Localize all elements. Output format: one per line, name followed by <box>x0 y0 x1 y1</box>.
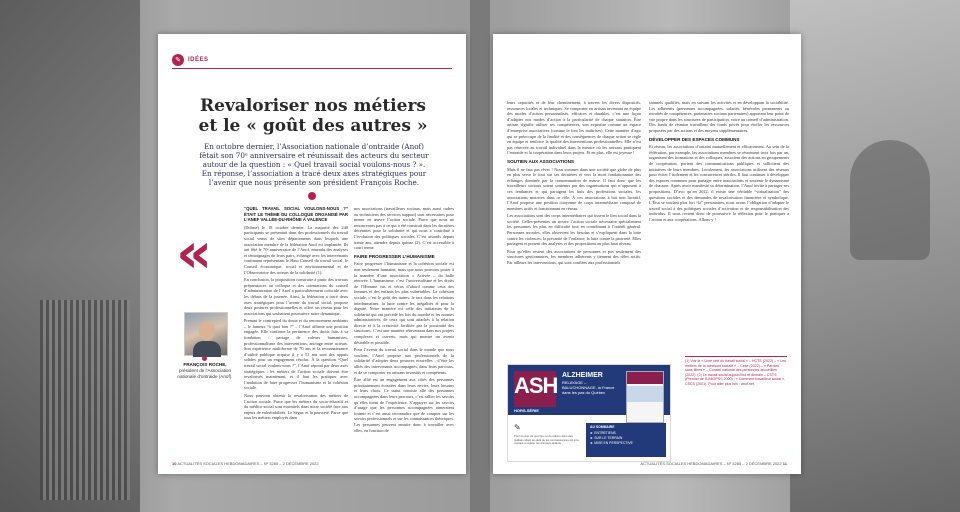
background-curtain <box>40 300 130 500</box>
ad-subtitle: RELAYAGE – BALUCHONNAGE, la France dans les pas du Québec <box>562 380 615 395</box>
paragraph: Pour qu’elles restent des associations de personnes et pas seulement des structures gestionnaires, les membres adhérents y tiennent des rôles actifs. Par ailleurs les interventions, qui sont confiées aux professionnels <box>507 248 641 266</box>
article-column-1 <box>244 206 348 454</box>
caption-dot <box>202 356 207 361</box>
caption-name: FRANÇOIS ROCHE, <box>183 362 227 367</box>
sommaire-item: ► SUR LE TERRAIN <box>590 436 623 440</box>
sommaire-item: ► MISE EN PERSPECTIVE <box>590 441 633 445</box>
footnotes-text: (1) Voir le « Livre vert du travail social » – HCTS (2022) – « Les métiers de la cohésion sociale » – Cese (2022) – « Paroles sans filtres » – Conseil national des personnes accueillies (2022). (2) Le travail social aujourd’hui et demain – CSTS (Premier de l’UNIOPSS 2000) ; « Comment travailleur social », CSCS (2001). Pour aller plus loin : anof.net. <box>685 359 786 386</box>
separator-dot <box>308 192 316 200</box>
background-person <box>850 140 930 260</box>
section-label: IDÉES <box>188 57 209 63</box>
footer-text: ACTUALITÉS SOCIALES HEBDOMADAIRES – Nº 3285 – 2 DÉCEMBRE 2022 <box>640 461 782 466</box>
footer-text: ACTUALITÉS SOCIALES HEBDOMADAIRES – Nº 3285 – 2 DÉCEMBRE 2022 <box>177 461 319 466</box>
paragraph: leurs capacités et de leur cheminement, à travers les divers dispositifs, ressources locales et techniques. Se comporter en artisan inventant en équipe des modes d’action personnalisés, efficaces et durables, c’est une façon d’adapter nos modes d’action à la particularité de chaque situation. Être artisan signifie utiliser ses compétences, son expertise comme un espace d’entreprise associatives (comme le font les maîtrises). Cette manière d’agir qui se préoccupe de la finalité et des conséquences de chaque action se règle en équipe et renforce la qualité des interventions professionnelles. Elle n’est pas réservée au travail individuel dans la mesure où les artisans pratiquent l’entraide et la coopération dans leurs projets. Et en plus, elle est joyeuse ! <box>507 100 641 156</box>
article-chapo: En octobre dernier, l’Association nationale d’ontraide (Anof) fêtait son 70ᵉ anniversaire et réunissait des acteurs du secteur autour de la question : « Quel travail social voulons-nous ? ». En réponse, l’association a tracé deux axes stratégiques pour l’avenir que nous présente son président François Roche. <box>199 142 429 187</box>
paragraph: En conclusion, la proposition construite à partir des travaux préparatoires au colloque et des orientations du conseil d’administration de l’Anof a particulièrement coïncidé avec les débats de la journée. Ainsi, la fédération a tracé deux axes stratégiques pour l’avenir du travail social, propose deux postures professionnelles et offert un réseau pour les associations qui souhaitent poursuivre notre dynamique. <box>244 277 348 316</box>
ad-sommaire <box>586 423 666 457</box>
ad-cover-image <box>626 371 664 423</box>
caption-role: président de l’Association nationale d’ontraide (Anof). <box>177 368 233 379</box>
paragraph: Être allié est un engagement aux côtés des personnes prioritairement écoutées dans leurs envies, leurs besoins et leurs choix. Ce statut consiste allé des personnes accompagnées dans leurs parcours, c’est rallier les savoirs qu’elles tirent de l’expérience. S’appuyer sur les savoirs d’usage que les personnes accompagnées aimeraient fournir et c’est aussi reconnaître que de compter sur les savoirs professionnels et sur les connaissances théoriques. Les personnes peuvent ensuite donc à travailler avec elles, en fonction de <box>354 377 454 433</box>
magazine-page-right <box>493 34 801 474</box>
magazine-page-left <box>158 34 466 474</box>
footnotes <box>685 356 787 387</box>
pen-icon: ✎ <box>514 423 521 432</box>
paragraph: Mais il ne faut pas rêver ! Nous sommes dans une société que globe de plus en plus serve le tout sur ses dernières et vers la mort fondationnaire des échanges dominée par la consommation de masse. Il faut donc que les travailleurs sociaux soient soutenus par des organisations qui n’opposent à ces tendances et qui partagent les buts des professions sociales, les associations motrices dans ce rôle. À ces associations à but non lucratif, l’Anof propose une position citoyenne de corps intermédiaire composé de membres actifs et fonctionnant en réseau. <box>507 166 641 211</box>
author-portrait <box>184 312 228 356</box>
paragraph: sionnels qualifiés, mais en suivant les activités et en développant la sociabilité. Les adhérents (personnes accompagnées, salariés, bénévoles permanents ou retraités de compétences, partenaires sociaux partenaires) apportent leur point de vue propre dans les structures de participation, votre au conseil d’administration. Des fonds de réunion travaillent des fonds privés pour étoffer les ressources proposées par des actions et des moyens supplémentaires. <box>649 100 789 133</box>
sommaire-heading: AU SOMMAIRE <box>590 425 615 429</box>
section-rule <box>172 68 452 69</box>
article-title: Revaloriser nos métiers et le « goût des autres » <box>198 96 428 136</box>
ash-advertisement <box>507 364 671 462</box>
portrait-head <box>199 321 215 341</box>
article-column-3 <box>507 100 641 358</box>
paragraph: Pour l’avenir du travail social dans le monde que nous voulons, l’Anof propose aux professionnels de la solidarité d’adopter deux postures nouvelles : d’être les alliés des intervenants accompagnés, dans leurs parcours, et de se comporter en artisans inventifs et compétents. <box>354 347 454 375</box>
paragraph: Nous pouvons obtenir la revalorisation des métiers de l’action sociale. Parce que les métiers du socio-éducatif et du médico-social sont essentiels dans notre société face aux enjeux de vulnérabilités. Le Ségur, et la pauvreté. Parce que tous les métiers employés dans <box>244 393 348 421</box>
paragraph: Prenant le contrepied du doute et du renoncement ambiants – le fameux “à quoi bon ?” – l’Anof affirme une position engagée. Elle confirme la pertinence des droits faits à sa fondation : partage de valeurs humanistes, professionnalisme des interventions, ancrage entre acteurs. Son expérience multiforme de 70 ans et la reconnaissance d’utilité publique acquise il y a 51 ans sont des appuis solides pour un engagement résolus. À la question “Quel travail social voulons-nous ?”, l’Anof répond par deux axes stratégiques : les métiers de l’action sociale doivent être revalorisés maintenant, et il faut les pratiquer avec l’ambition de faire progresser l’humanisme et la cohésion sociale. <box>244 318 348 391</box>
paragraph: Faire progresser l’humanisme et la cohésion sociale est non seulement humaine, mais que nous pouvons porter à la manière d’une association « Activée – du halle rénovée. L’humanisme, c’est l’universalisme et les droits de l’Homme vus et vécus d’abord comme ceux des femmes et des enfants les plus vulnérables. La cohésion sociale, c’est le goût des autres, le tact dans les relations interhumaines, la lutte contre les inégalités et pour la dignité. Notre manière est celle des initiateurs de la solidarité qui ont précédé les lois du marché et les normes administratives, de ceux qui sont attachés à la relation directe et à la créativité facilitée par la proximité des structures. C’est une manière réinventant dans nos projets complexes et ouverts, mais qui montre un avenir désirable et possible. <box>354 261 454 345</box>
cover-band <box>627 372 663 384</box>
portrait-body <box>193 341 221 357</box>
page-footer-right <box>640 461 787 466</box>
page-footer-left <box>172 461 319 466</box>
subheading: SOUTIEN AUX ASSOCIATIONS <box>507 158 574 164</box>
ad-small-text: Pour trouver de quoi lire ou de ralliers dans des réalisés allant au-delà de les connaissances est à la marque à réguler les animaux-aidants. <box>514 434 579 446</box>
ad-title: ALZHEIMER <box>562 372 603 379</box>
cover-photo <box>627 386 663 402</box>
page-number: 10 <box>172 461 177 466</box>
pencil-icon: ✎ <box>172 54 184 66</box>
article-column-2 <box>354 206 454 454</box>
subheading: DÉVELOPPER DES ESPACES COMMUNS <box>649 136 740 142</box>
portrait-caption <box>172 362 238 380</box>
background-gutter <box>470 0 490 512</box>
paragraph: (Drôme) le 18 octobre dernier. La majorité des 240 participants se présentait dans des professionnels du travail social venus de sites départements dans lesquels une association membre de la fédération Anof est implantée. Ils ont fêté le 70ᵉ anniversaire de l’Anof, entendu des analyses et témoignages de leurs pairs, échangé avec les intervenants continuant représentant le Haut Conseil du travail social, le Conseil économique, social et environnemental et de l’Observatoire des acteurs de la solidarité (1). <box>244 224 348 275</box>
section-header <box>172 54 209 66</box>
article-column-4 <box>649 100 789 352</box>
ash-logo: ASH <box>514 371 556 407</box>
column-lead: “QUEL TRAVAIL SOCIAL VOULONS-NOUS ?” ÉTAIT LE THÈME DU COLLOQUE ORGANISÉ PAR L’ANEF VALLÉE-DU-RHÔNE À VALENCE <box>244 206 348 223</box>
page-number: 11 <box>782 461 787 466</box>
sommaire-item: ► ENTRETIENS <box>590 431 616 435</box>
paragraph: Et réseau, les associations d’ontaint mutuellement et efficacement. Au sein de la fédération, par exemple, les associations membres se réunissent trois fois par an, organisent des formations et des colloques, associent des actions en groupements de coopération, portent des communications publiques et sollicitent des initiatives de leurs membres. Localement, les associations utilisent des réseaux pour éviter l’isolement et les concurrences stériles. Il faut continuer à développer des espaces communs pour partager entre associations et soutenir le dynamisme de chacune. Après avoir manifesté sa détermination, l’Anof invite à partager ses propositions. D’avo qu’en 2022, il existe une véritable “virtualisation” des questions sociales et des demandes de revalorisation financière et symbolique. L’Étui se voulant plus fort “la” prestataires, nous avons l’obligation d’adapter le travail social à des politiques sociales d’activation et de responsabilisation des individus. Il nous revient donc de poursuivre la réflexion pour le pratiquer à l’action et aux coopérations. Allons-y ! <box>649 144 789 222</box>
paragraph: Les associations sont des corps intermédiaires qui tissent le lien social dans la société. Celles-présentes un trouve l’action sociale nécessaire spécialement les personnes les plus en difficulté tout en contribuant à l’intérêt général. Personnes morales, elles observent les besoins et s’expliquent dans la lutte contre les violences, la précarité de l’enfance, la lutte contre la pauvreté. Elles partagent et portent des analyses et des propositions au plus haut niveau. <box>507 213 641 247</box>
ad-hors-serie: HORS-SÉRIE <box>514 408 539 413</box>
quote-mark: « <box>176 221 213 286</box>
subheading: FAIRE PROGRESSER L’HUMANISME <box>354 253 435 259</box>
paragraph: nos associations (travailleurs sociaux, mais aussi cadres ou techniciens des services support) sont nécessaires pour mener en œuvre l’action sociale. Parce que nous ne renoncerons pas à ce qui a été construit dans les dernières décennies pour la solidarité et qui nous a contribué à l’évolution des politiques sociales. C’est aisonds depuis trente ans, attendre depuis quinze (2). C’est accessible à court terme. <box>354 206 454 251</box>
